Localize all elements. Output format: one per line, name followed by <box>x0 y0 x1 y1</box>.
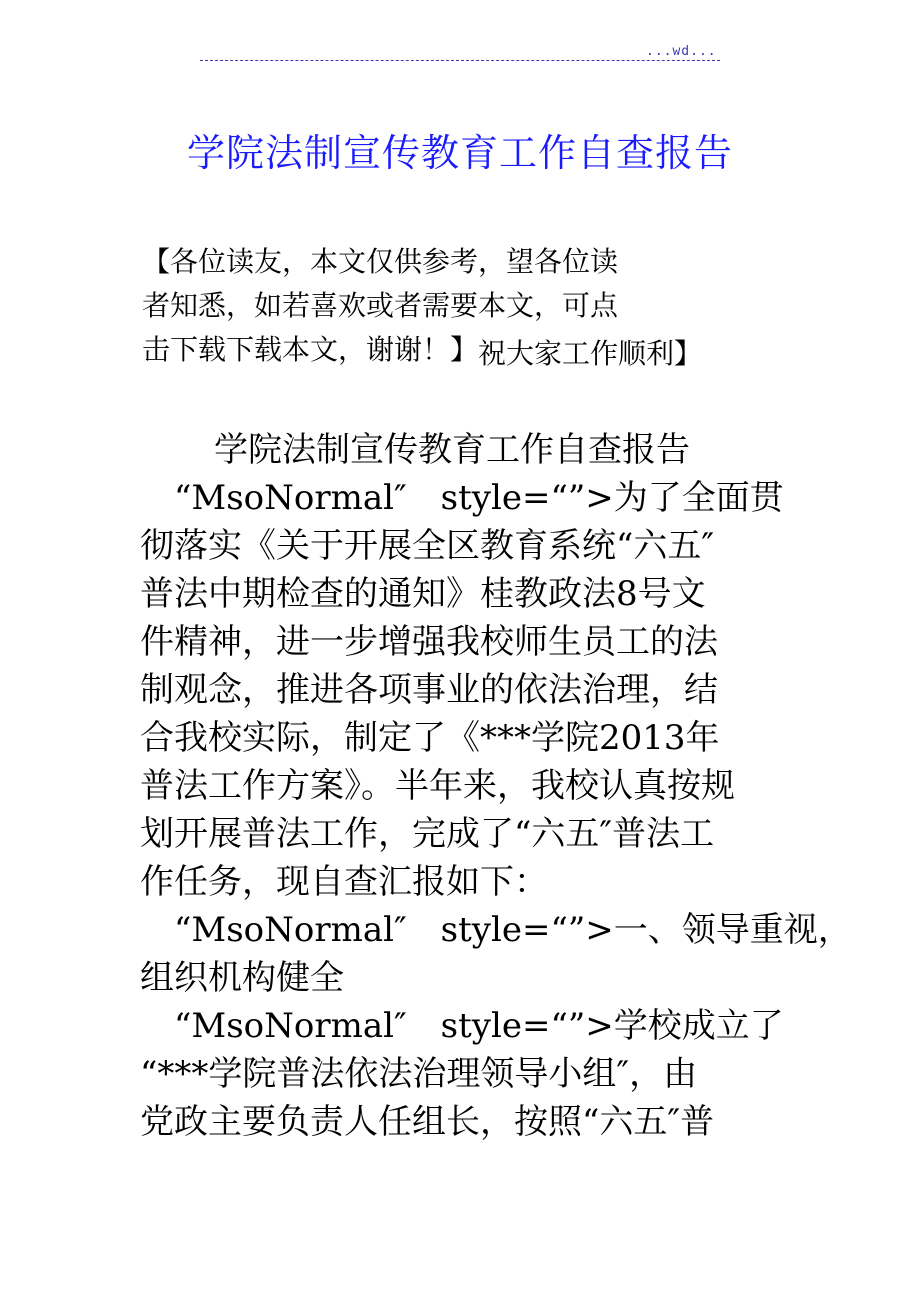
body-line: 党政主要负责人任组长，按照“六五″普 <box>140 1102 715 1142</box>
body-line: 彻落实《关于开展全区教育系统“六五″ <box>140 526 715 566</box>
body-title: 学院法制宣传教育工作自查报告 <box>214 430 690 470</box>
notice-line-text: 击下载下载本文，谢谢！】 <box>142 333 479 366</box>
header-dashed-divider <box>200 60 720 61</box>
body-line: 件精神，进一步增强我校师生员工的法 <box>140 622 718 662</box>
section-heading-line: “MsoNormal″ style=“”>一、领导重视， <box>174 910 852 950</box>
header-watermark: ...wd... <box>646 44 717 59</box>
body-line: 划开展普法工作，完成了“六五″普法工 <box>140 814 715 854</box>
reader-notice <box>142 240 762 372</box>
body-line: 作任务，现自查汇报如下： <box>140 862 548 902</box>
document-body <box>140 426 852 1146</box>
document-title: 学院法制宣传教育工作自查报告 <box>186 131 733 175</box>
body-line: 普法工作方案》。半年来，我校认真按规 <box>140 766 735 806</box>
body-line: 合我校实际，制定了《***学院2013年 <box>140 718 720 758</box>
body-line: “***学院普法依法治理领导小组″，由 <box>140 1054 698 1094</box>
notice-line: 者知悉，如若喜欢或者需要本文，可点 <box>142 289 619 322</box>
notice-tail: 祝大家工作顺利】 <box>478 337 703 370</box>
body-line: 制观念，推进各项事业的依法治理，结 <box>140 670 718 710</box>
section-heading-line: 组织机构健全 <box>140 958 344 998</box>
notice-line <box>142 328 762 372</box>
body-line: “MsoNormal″ style=“”>学校成立了 <box>174 1006 784 1046</box>
body-line: 普法中期检查的通知》桂教政法8号文 <box>140 574 706 614</box>
notice-line: 【各位读友，本文仅供参考，望各位读 <box>142 245 619 278</box>
body-line: “MsoNormal″ style=“”>为了全面贯 <box>174 478 784 518</box>
